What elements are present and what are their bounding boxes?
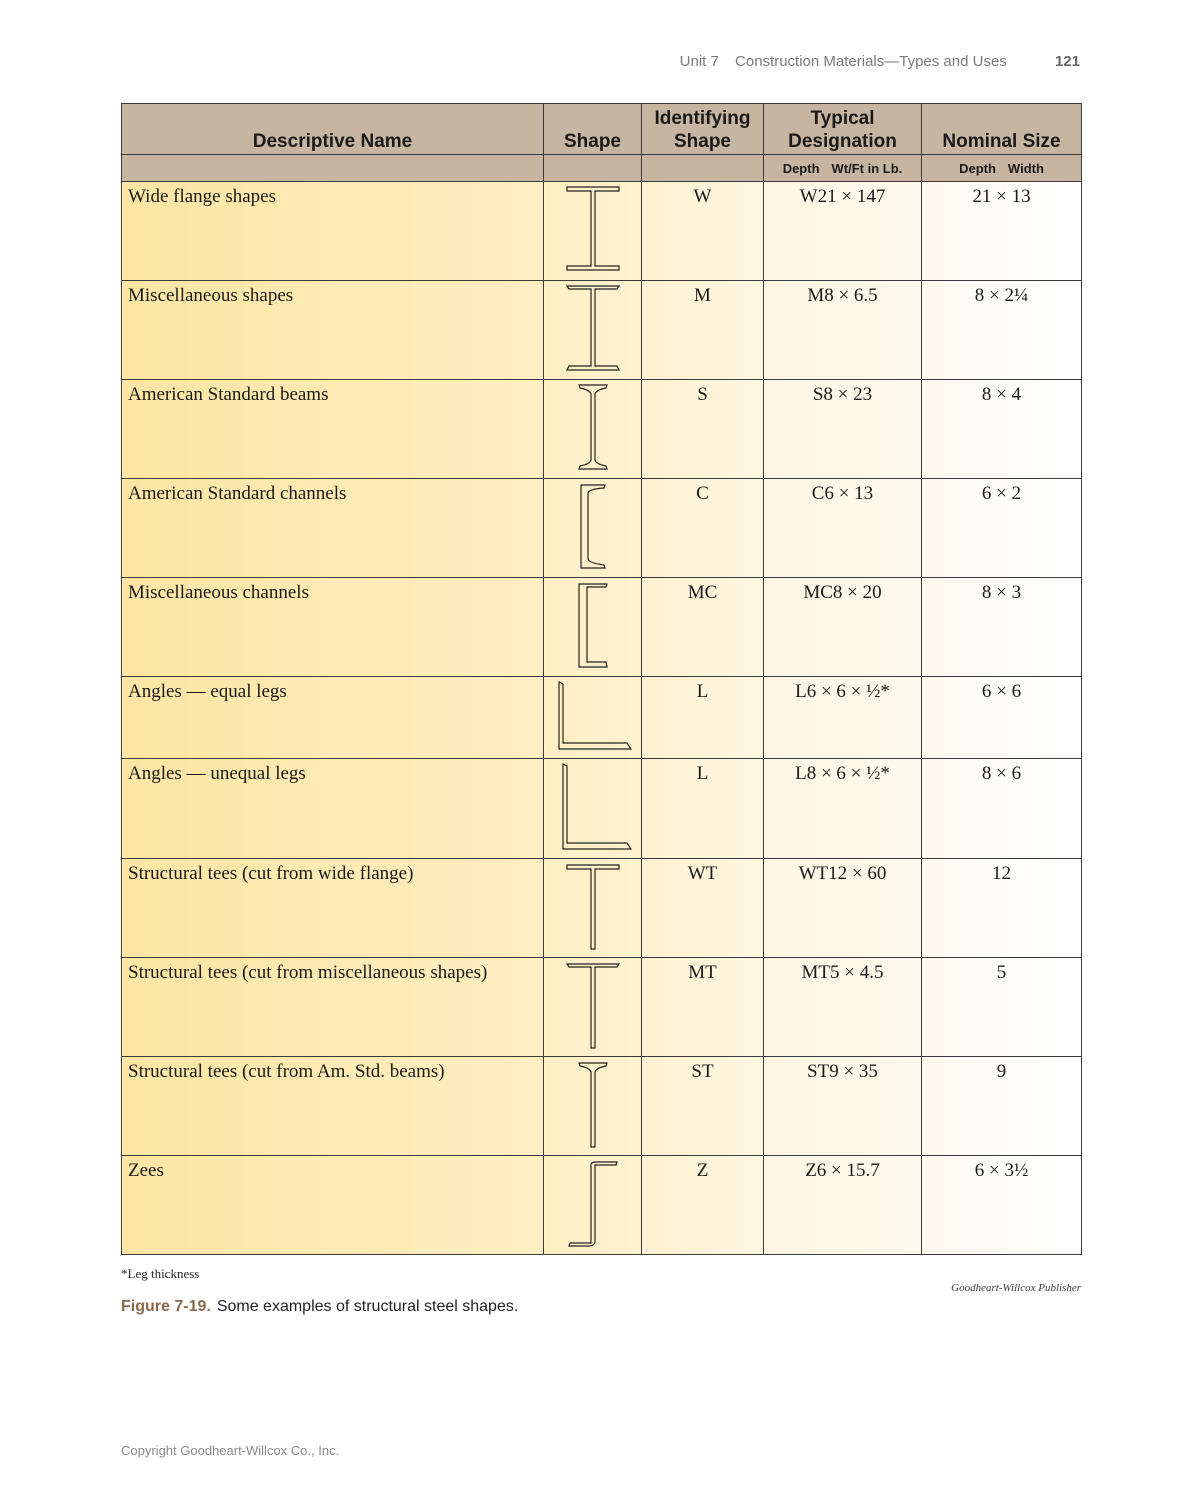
sub-depth-label: Depth (782, 160, 820, 176)
copyright: Copyright Goodheart-Willcox Co., Inc. (121, 1443, 340, 1458)
header-identifying-shape-text: Identifying Shape (654, 108, 751, 152)
row-name: Miscellaneous channels (122, 578, 544, 677)
sub-weight-label: Wt/Ft in Lb. (831, 160, 903, 176)
row-designation: WT12 × 60 (764, 858, 922, 957)
row-nominal: 21 × 13 (922, 182, 1082, 281)
row-nominal: 5 (922, 957, 1082, 1056)
subheader-empty-3 (642, 155, 764, 182)
figure-label: Figure 7-19. (121, 1298, 211, 1315)
channel-icon (563, 481, 623, 571)
row-nominal: 8 × 4 (922, 380, 1082, 479)
steel-shapes-table (121, 103, 1082, 1255)
publisher-credit: Goodheart-Willcox Publisher (951, 1282, 1081, 1294)
subheader-designation (764, 155, 922, 182)
chapter-title: Construction Materials—Types and Uses (735, 53, 1007, 70)
row-designation: MT5 × 4.5 (764, 957, 922, 1056)
row-nominal: 8 × 2¼ (922, 281, 1082, 380)
sub-nominal-depth-label: Depth (959, 160, 996, 176)
header-identifying-shape (642, 104, 764, 155)
row-id: S (642, 380, 764, 479)
row-designation: S8 × 23 (764, 380, 922, 479)
table-row (122, 759, 1082, 858)
row-designation: C6 × 13 (764, 479, 922, 578)
row-shape (544, 182, 642, 281)
figure-caption-text: Some examples of structural steel shapes. (216, 1298, 519, 1315)
row-name: American Standard channels (122, 479, 544, 578)
subheader-empty-1 (122, 155, 544, 182)
row-designation: L6 × 6 × ½* (764, 677, 922, 759)
table-row (122, 858, 1082, 957)
table-row (122, 1056, 1082, 1155)
table-row (122, 479, 1082, 578)
misc-shape-icon (563, 283, 623, 373)
table-row (122, 281, 1082, 380)
row-name: American Standard beams (122, 380, 544, 479)
unequal-angle-icon (553, 761, 633, 851)
row-shape (544, 281, 642, 380)
sub-nominal-width-label: Width (1007, 160, 1044, 176)
zee-icon (563, 1158, 623, 1248)
row-shape (544, 677, 642, 759)
wt-tee-icon (563, 861, 623, 951)
running-head (0, 53, 1080, 70)
misc-channel-icon (563, 580, 623, 670)
header-typical-designation (764, 104, 922, 155)
row-id: M (642, 281, 764, 380)
row-nominal: 6 × 6 (922, 677, 1082, 759)
row-shape (544, 1155, 642, 1254)
row-id: L (642, 759, 764, 858)
table-row (122, 578, 1082, 677)
row-designation: Z6 × 15.7 (764, 1155, 922, 1254)
row-nominal: 8 × 3 (922, 578, 1082, 677)
table-row (122, 957, 1082, 1056)
row-designation: L8 × 6 × ½* (764, 759, 922, 858)
table-row (122, 1155, 1082, 1254)
header-typical-designation-text: Typical Designation (788, 108, 897, 152)
row-id: C (642, 479, 764, 578)
table-row (122, 677, 1082, 759)
row-id: ST (642, 1056, 764, 1155)
row-nominal: 12 (922, 858, 1082, 957)
row-designation: ST9 × 35 (764, 1056, 922, 1155)
unit-label: Unit 7 (679, 53, 719, 70)
row-id: Z (642, 1155, 764, 1254)
row-nominal: 6 × 3½ (922, 1155, 1082, 1254)
row-designation: MC8 × 20 (764, 578, 922, 677)
st-tee-icon (563, 1059, 623, 1149)
equal-angle-icon (553, 679, 633, 753)
row-shape (544, 479, 642, 578)
row-shape (544, 380, 642, 479)
row-designation: W21 × 147 (764, 182, 922, 281)
row-shape (544, 858, 642, 957)
wide-flange-icon (563, 184, 623, 274)
row-shape (544, 957, 642, 1056)
row-designation: M8 × 6.5 (764, 281, 922, 380)
row-id: MT (642, 957, 764, 1056)
row-name: Structural tees (cut from wide flange) (122, 858, 544, 957)
header-nominal-size: Nominal Size (922, 104, 1082, 155)
row-shape (544, 578, 642, 677)
header-descriptive-name: Descriptive Name (122, 104, 544, 155)
row-name: Zees (122, 1155, 544, 1254)
header-shape: Shape (544, 104, 642, 155)
row-name: Wide flange shapes (122, 182, 544, 281)
row-name: Structural tees (cut from miscellaneous shapes) (122, 957, 544, 1056)
table-row (122, 182, 1082, 281)
row-nominal: 6 × 2 (922, 479, 1082, 578)
row-id: MC (642, 578, 764, 677)
s-beam-icon (563, 382, 623, 472)
footnote: *Leg thickness (121, 1266, 200, 1281)
page-number: 121 (1054, 53, 1080, 70)
subheader-nominal (922, 155, 1082, 182)
row-shape (544, 759, 642, 858)
mt-tee-icon (563, 960, 623, 1050)
row-id: WT (642, 858, 764, 957)
row-id: L (642, 677, 764, 759)
subheader-empty-2 (544, 155, 642, 182)
row-shape (544, 1056, 642, 1155)
figure-caption (121, 1298, 518, 1316)
table-row (122, 380, 1082, 479)
row-id: W (642, 182, 764, 281)
row-name: Structural tees (cut from Am. Std. beams) (122, 1056, 544, 1155)
row-nominal: 9 (922, 1056, 1082, 1155)
row-nominal: 8 × 6 (922, 759, 1082, 858)
row-name: Angles — unequal legs (122, 759, 544, 858)
row-name: Miscellaneous shapes (122, 281, 544, 380)
row-name: Angles — equal legs (122, 677, 544, 759)
